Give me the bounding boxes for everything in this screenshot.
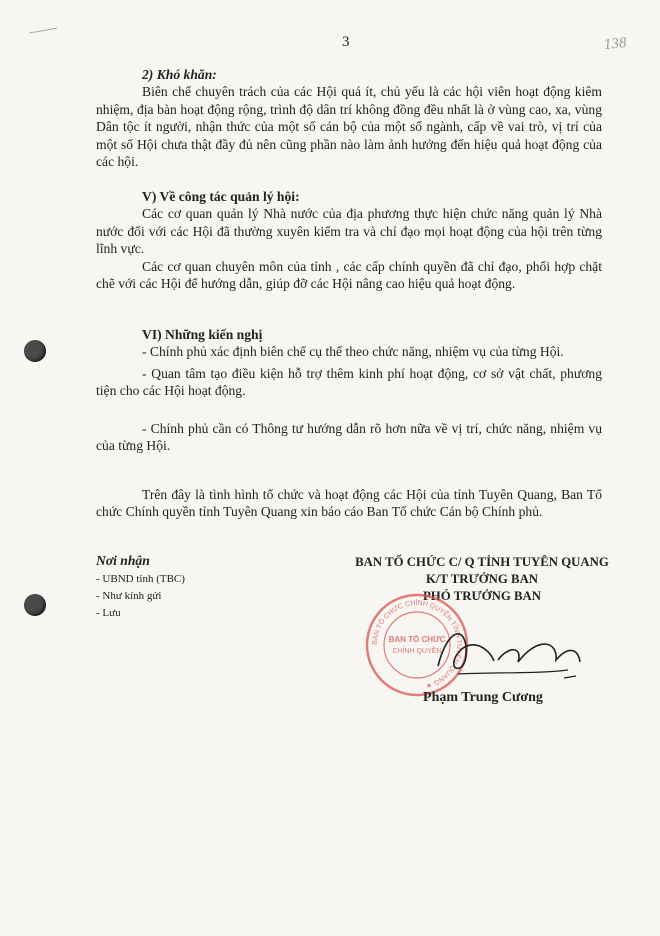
signer-title: K/T TRƯỞNG BAN — [425, 572, 539, 586]
list-item: - Quan tâm tạo điều kiện hỗ trợ thêm kinh phí hoạt động, cơ sở vật chất, phương tiện cho các Hội hoạt động. — [96, 365, 602, 399]
paragraph: Biên chế chuyên trách của các Hội quá ít, chủ yếu là các hội viên hoạt động kiêm nhiệm, địa bàn hoạt động rộng, trình độ dân trí không đồng đều nhất là ở vùng cao, xa, vùng Dân tộc ít người, nhận thức của một số cán bộ của một số ngành, cấp về vai trò, vị trí của một số Hội chưa thật đầy đủ nên cũng phần nào làm ảnh hưởng đến hiệu quả hoạt động của các hội. — [96, 84, 602, 170]
recipient-item: - Như kính gửi — [96, 590, 162, 602]
section-heading: V) Về công tác quản lý hội: — [142, 189, 300, 204]
paragraph: Các cơ quan quản lý Nhà nước của địa phương thực hiện chức năng quản lý Nhà nước đối với các Hội đã thường xuyên kiểm tra và chỉ đạo mọi hoạt động của hội trên từng lĩnh vực. — [96, 206, 602, 257]
svg-text:CHÍNH QUYỀN: CHÍNH QUYỀN — [392, 648, 442, 655]
recipient-item: - UBND tỉnh (TBC) — [96, 573, 185, 585]
recipients-block — [96, 552, 185, 622]
page-number: 3 — [342, 34, 350, 50]
section-heading: 2) Khó khăn: — [142, 67, 217, 82]
list-item: - Chính phủ cần có Thông tư hướng dẫn rõ hơn nữa về vị trí, chức năng, nhiệm vụ của từng Hội. — [96, 420, 602, 454]
section-recommendations — [96, 326, 602, 454]
punch-hole — [24, 594, 46, 616]
organization-name: BAN TỔ CHỨC C/ Q TỈNH TUYÊN QUANG — [355, 555, 609, 569]
punch-hole — [24, 340, 46, 362]
svg-text:BAN TỔ CHỨC CHÍNH QUYỀN TỈNH T: BAN TỔ CHỨC CHÍNH QUYỀN TỈNH TUYÊN QUANG ★ — [371, 599, 463, 690]
corner-mark — [29, 28, 58, 44]
section-management — [96, 188, 602, 292]
section-difficulties — [96, 66, 602, 170]
handwritten-signature — [428, 616, 588, 688]
svg-text:BAN TỔ CHỨC: BAN TỔ CHỨC — [388, 635, 446, 644]
paragraph: Các cơ quan chuyên môn của tỉnh , các cấp chính quyền đã chỉ đạo, phối hợp chặt chẽ với các Hội để hướng dẫn, giúp đỡ các Hội nâng cao hiệu quả hoạt động. — [96, 258, 602, 292]
handwritten-page-number: 138 — [603, 34, 628, 54]
list-item: - Chính phủ xác định biên chế cụ thể theo chức năng, nhiệm vụ của từng Hội. — [142, 344, 564, 360]
recipients-title: Nơi nhận — [96, 553, 150, 568]
recipient-item: - Lưu — [96, 607, 121, 619]
signer-position: PHÓ TRƯỞNG BAN — [422, 589, 542, 603]
paragraph: Trên đây là tình hình tổ chức và hoạt động các Hội của tỉnh Tuyên Quang, Ban Tổ chức Chính quyền tỉnh Tuyên Quang xin báo cáo Ban Tổ chức Cán bộ Chính phủ. — [96, 487, 602, 520]
signer-name: Phạm Trung Cương — [423, 690, 543, 705]
closing-paragraph — [96, 486, 602, 521]
section-heading: VI) Những kiến nghị — [142, 327, 263, 342]
